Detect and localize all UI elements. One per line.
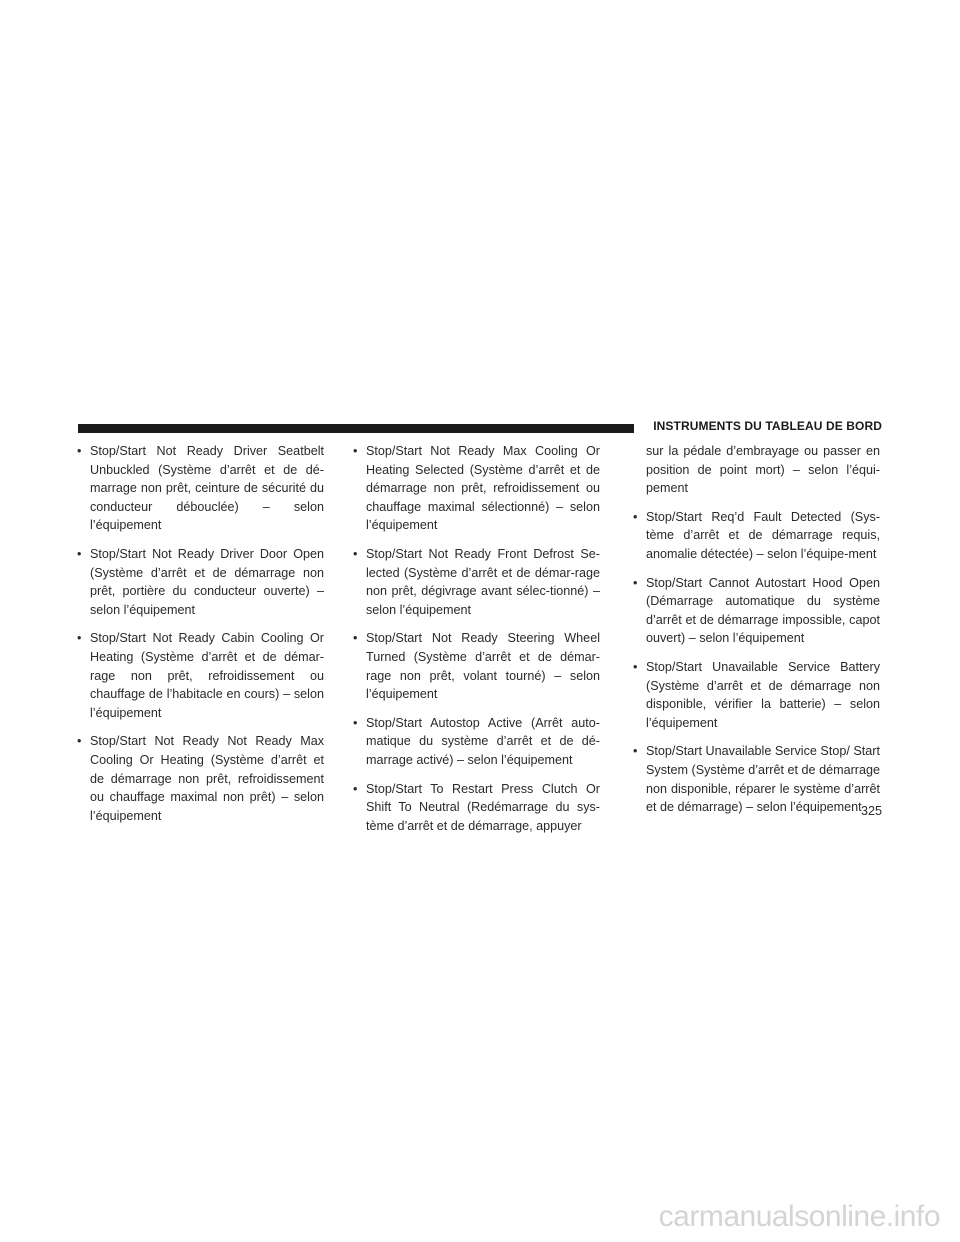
bullet-text: lected (Système d’arrêt et de démar-rage non prêt, dégivrage avant sélec-tionné) – selon l’équipement <box>366 565 600 617</box>
bullet-list-item <box>353 629 600 703</box>
bullet-icon: • <box>77 444 82 458</box>
bullet-list-item <box>77 732 324 825</box>
bullet-first-line: Stop/Start Autostop Active (Arrêt auto- <box>366 715 600 730</box>
bullet-list-item <box>633 574 880 648</box>
bullet-text: Shift To Neutral (Redémarrage du sys-tème d’arrêt et de démarrage, appuyer <box>366 800 600 833</box>
bullet-icon: • <box>77 631 82 646</box>
bullet-text: tème d’arrêt et de démarrage requis, anomalie détectée) – selon l’équipe-ment <box>646 528 880 561</box>
bullet-first-line: Stop/Start Not Ready Not Ready Max <box>90 734 324 749</box>
section-title: INSTRUMENTS DU TABLEAU DE BORD <box>653 419 882 433</box>
bullet-first-line: Stop/Start To Restart Press Clutch Or <box>366 781 600 796</box>
text-column-1 <box>77 442 324 835</box>
bullet-text: (Système d’arrêt et de démarrage non prêt, portière du conducteur ouverte) – selon l’équipement <box>90 565 324 617</box>
bullet-first-line: Stop/Start Not Ready Front Defrost Se- <box>366 546 600 561</box>
bullet-first-line: Stop/Start Not Ready Driver Door Open <box>90 546 324 561</box>
bullet-list-item <box>353 442 600 535</box>
bullet-text: (Système d’arrêt et de démarrage non disponible, vérifier la batterie) – selon l’équipement <box>646 678 880 730</box>
bullet-first-line: Stop/Start Unavailable Service Battery <box>646 659 880 674</box>
bullet-icon: • <box>633 509 638 524</box>
bullet-first-line: Stop/Start Unavailable Service Stop/ <box>646 744 850 759</box>
page-number: 325 <box>860 804 882 818</box>
bullet-list-item <box>77 629 324 722</box>
bullet-text: (Démarrage automatique du système d’arrêt et de démarrage impossible, capot ouvert) – selon l’équipement <box>646 594 880 646</box>
section-header-rule <box>78 424 634 433</box>
bullet-icon: • <box>77 734 82 749</box>
bullet-icon: • <box>77 546 82 561</box>
bullet-text: Heating Selected (Système d’arrêt et de démarrage non prêt, refroidissement ou chauffage maximal sélectionné) – selon l’équipement <box>366 462 600 533</box>
bullet-first-line: Stop/Start Not Ready Driver Seatbelt <box>90 444 324 458</box>
text-column-2 <box>353 442 600 845</box>
bullet-first-line: Stop/Start Req’d Fault Detected (Sys- <box>646 509 880 524</box>
bullet-list-item <box>633 508 880 564</box>
bullet-list-item <box>77 545 324 619</box>
bullet-first-line: Stop/Start Not Ready Max Cooling Or <box>366 444 600 458</box>
bullet-icon: • <box>353 715 358 730</box>
continued-paragraph: sur la pédale d’embrayage ou passer en position de point mort) – selon l’équi-pement <box>646 444 880 496</box>
bullet-icon: • <box>633 575 638 590</box>
bullet-list-item <box>353 545 600 619</box>
text-column-3 <box>633 442 880 827</box>
watermark-logo: carmanualsonline.info <box>658 1200 940 1233</box>
bullet-icon: • <box>353 781 358 796</box>
bullet-list-item <box>353 780 600 836</box>
bullet-text: Cooling Or Heating (Système d’arrêt et de démarrage non prêt, refroidissement ou chauffage maximal non prêt) – selon l’équipement <box>90 752 324 823</box>
bullet-icon: • <box>633 659 638 674</box>
bullet-list-item <box>633 658 880 732</box>
bullet-text: Heating (Système d’arrêt et de démar-rage non prêt, refroidissement ou chauffage de l’habitacle en cours) – selon l’équipement <box>90 649 324 720</box>
bullet-first-line: Stop/Start Not Ready Steering Wheel <box>366 631 600 646</box>
bullet-text: matique du système d’arrêt et de dé-marrage activé) – selon l’équipement <box>366 734 600 767</box>
bullet-icon: • <box>353 631 358 646</box>
bullet-icon: • <box>353 444 358 458</box>
bullet-text: Start System (Système d’arrêt et de démarrage non disponible, réparer le système d’arrêt et de démarrage) – selon l’équipement <box>646 744 880 815</box>
bullet-list-item <box>77 442 324 535</box>
bullet-text: Unbuckled (Système d’arrêt et de dé-marrage non prêt, ceinture de sécurité du conducteur débouclée) – selon l’équipement <box>90 462 324 533</box>
bullet-first-line: Stop/Start Cannot Autostart Hood Open <box>646 575 880 590</box>
bullet-icon: • <box>353 546 358 561</box>
bullet-first-line: Stop/Start Not Ready Cabin Cooling Or <box>90 631 324 646</box>
bullet-text: Turned (Système d’arrêt et de démar-rage non prêt, volant tourné) – selon l’équipement <box>366 649 600 702</box>
bullet-list-item <box>353 714 600 770</box>
bullet-icon: • <box>633 744 638 759</box>
